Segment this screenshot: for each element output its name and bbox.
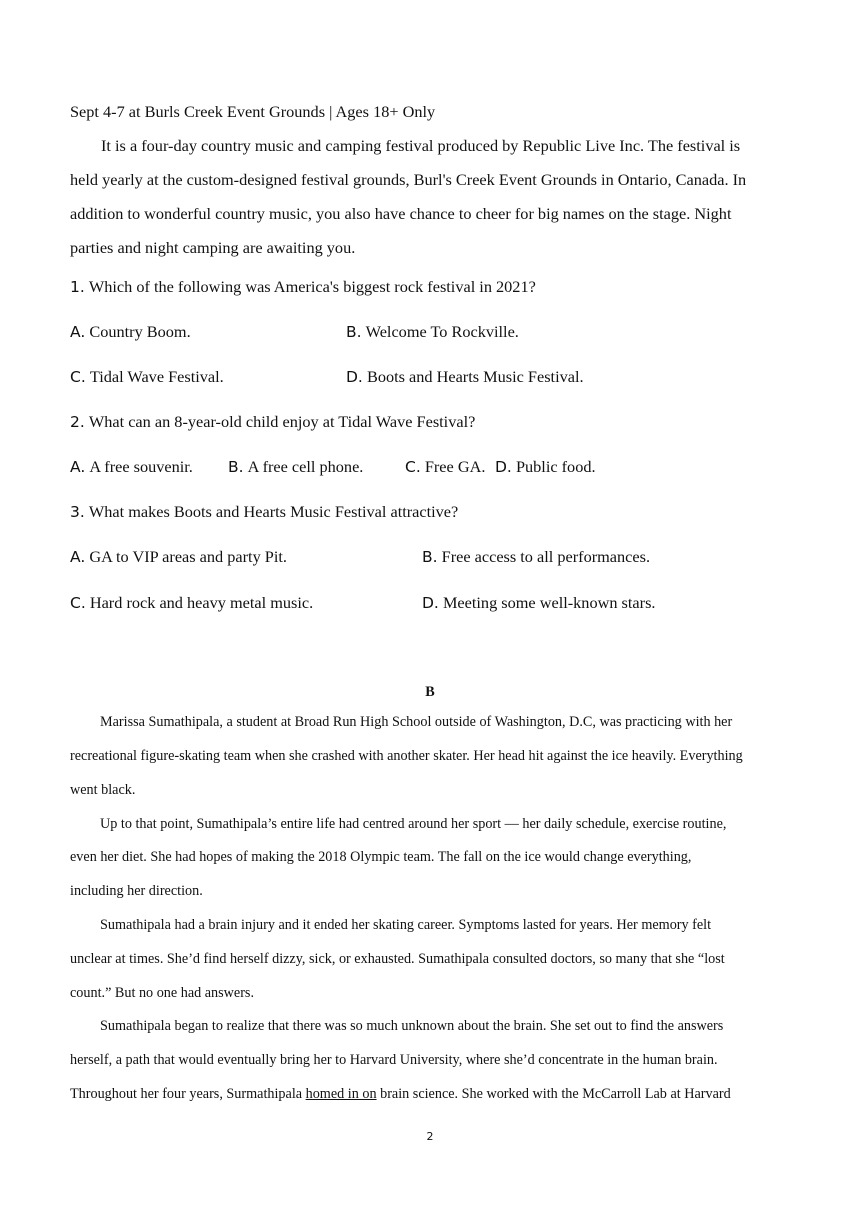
event-header: Sept 4-7 at Burls Creek Event Grounds | Ages 18+ Only (70, 102, 436, 121)
passage-line: even her diet. She had hopes of making the 2018 Olympic team. The fall on the ice would change everything, (70, 849, 692, 865)
passage-line: Sumathipala had a brain injury and it ended her skating career. Symptoms lasted for years. Her memory felt (100, 917, 712, 933)
option-text: Free GA. (424, 457, 486, 476)
option-letter: C. (70, 368, 86, 386)
intro-line: parties and night camping are awaiting you. (70, 238, 356, 257)
option-text: Country Boom. (89, 322, 191, 341)
passage-line: herself, a path that would eventually bring her to Harvard University, where she’d concentrate in the human brain. (70, 1052, 718, 1068)
passage-line (70, 1086, 731, 1103)
option-2c[interactable] (405, 457, 485, 477)
passage-line: went black. (70, 782, 136, 798)
intro-line: It is a four-day country music and camping festival produced by Republic Live Inc. The festival is (101, 136, 741, 155)
question-text: What can an 8-year-old child enjoy at Tidal Wave Festival? (88, 412, 476, 431)
option-letter: D. (495, 458, 512, 476)
option-3a[interactable] (70, 547, 287, 567)
option-letter: B. (422, 548, 438, 566)
option-letter: A. (70, 323, 86, 341)
passage-line: recreational figure-skating team when she crashed with another skater. Her head hit against the ice heavily. Everything (70, 748, 743, 764)
option-text: Boots and Hearts Music Festival. (366, 367, 584, 386)
option-letter: A. (70, 458, 86, 476)
option-letter: B. (228, 458, 244, 476)
option-1a[interactable] (70, 322, 191, 342)
passage-line: Up to that point, Sumathipala’s entire life had centred around her sport — her daily schedule, exercise routine, (100, 816, 727, 832)
underlined-phrase: homed in on (305, 1086, 377, 1102)
question-number: 1. (70, 278, 85, 296)
option-3b[interactable] (422, 547, 650, 567)
option-2d[interactable] (495, 457, 596, 477)
option-letter: D. (422, 594, 439, 612)
passage-line: including her direction. (70, 883, 203, 899)
option-1d[interactable] (346, 367, 584, 387)
passage-line: Marissa Sumathipala, a student at Broad Run High School outside of Washington, D.C, was practicing with her (100, 714, 733, 730)
question-2 (70, 412, 475, 432)
option-text: Hard rock and heavy metal music. (89, 593, 314, 612)
passage-line: count.” But no one had answers. (70, 985, 255, 1001)
option-2a[interactable] (70, 457, 193, 477)
question-text: Which of the following was America's biggest rock festival in 2021? (88, 277, 536, 296)
option-text: Meeting some well-known stars. (442, 593, 656, 612)
passage-line: unclear at times. She’d find herself dizzy, sick, or exhausted. Sumathipala consulted doctors, so many that she “lost (70, 951, 725, 967)
option-3d[interactable] (422, 593, 655, 613)
passage-line: Sumathipala began to realize that there was so much unknown about the brain. She set out to find the answers (100, 1018, 724, 1034)
intro-line: held yearly at the custom-designed festival grounds, Burl's Creek Event Grounds in Ontario, Canada. In (70, 170, 747, 189)
option-text: GA to VIP areas and party Pit. (89, 547, 287, 566)
option-letter: C. (70, 594, 86, 612)
option-3c[interactable] (70, 593, 313, 613)
page-number: 2 (426, 1130, 434, 1143)
option-2b[interactable] (228, 457, 363, 477)
option-text: Welcome To Rockville. (365, 322, 519, 341)
option-1c[interactable] (70, 367, 224, 387)
intro-line: addition to wonderful country music, you also have chance to cheer for big names on the stage. Night (70, 204, 732, 223)
option-letter: D. (346, 368, 363, 386)
option-text: Tidal Wave Festival. (89, 367, 224, 386)
passage-text: Throughout her four years, Surmathipala (70, 1086, 306, 1102)
question-3 (70, 502, 458, 522)
question-1 (70, 277, 536, 297)
option-text: Public food. (515, 457, 596, 476)
option-letter: A. (70, 548, 86, 566)
section-heading: B (425, 684, 435, 700)
question-number: 3. (70, 503, 85, 521)
option-text: Free access to all performances. (441, 547, 651, 566)
question-number: 2. (70, 413, 85, 431)
option-text: A free cell phone. (247, 457, 364, 476)
option-1b[interactable] (346, 322, 519, 342)
option-letter: C. (405, 458, 421, 476)
passage-text: brain science. She worked with the McCarroll Lab at Harvard (376, 1086, 731, 1102)
question-text: What makes Boots and Hearts Music Festival attractive? (88, 502, 459, 521)
option-text: A free souvenir. (89, 457, 193, 476)
option-letter: B. (346, 323, 362, 341)
